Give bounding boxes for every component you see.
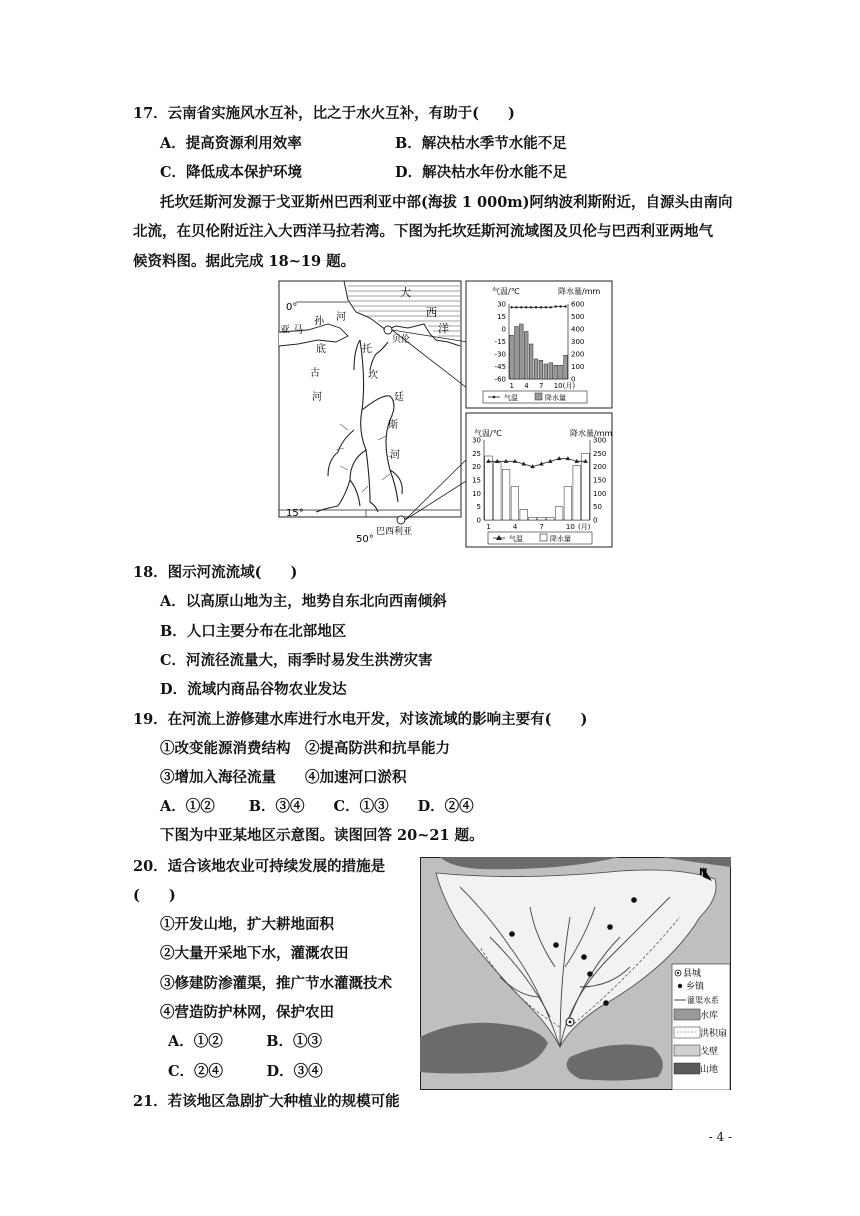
bottom-temp-label: 气温/℃ (474, 429, 502, 438)
top-x-tick: 10(月) (553, 382, 576, 390)
legend-alluvial-fan: 洪积扇 (700, 1029, 728, 1039)
label-yamasun: 亚 马 (280, 325, 304, 336)
top-temp-label: 气温/℃ (492, 287, 520, 296)
q19-choices: A．①② B．③④ C．①③ D．②④ (160, 798, 474, 815)
top-temp-point-3 (520, 306, 522, 308)
bot-precip-tick: 250 (593, 449, 607, 458)
bot-precip-tick: 200 (593, 463, 607, 472)
q17-option-b: B．解决枯水季节水能不足 (395, 135, 567, 152)
bot-precip-tick: 300 (593, 436, 607, 445)
label-xi: 西 (426, 306, 437, 319)
top-precip-bar-8 (544, 364, 548, 379)
top-precip-bar-9 (549, 363, 553, 379)
q20-choices-cd: C．②④ D．③④ (168, 1063, 323, 1080)
tocantins-map-figure (278, 280, 616, 550)
bot-precip-tick: 100 (593, 489, 607, 498)
top-temp-point-7 (540, 306, 542, 308)
top-precip-bar-12 (564, 355, 568, 379)
bottom-legend-temp: 气温 (509, 535, 523, 543)
label-he1: 河 (336, 312, 346, 323)
beilun-marker (384, 326, 392, 334)
top-precip-tick: 0 (571, 375, 576, 384)
passage2: 下图为中亚某地区示意图。读图回答 20~21 题。 (160, 827, 484, 844)
bot-precip-bar-4 (511, 487, 519, 520)
q18-option-d: D．流域内商品谷物农业发达 (160, 681, 347, 698)
top-temp-point-1 (510, 306, 512, 308)
bot-precip-tick: 0 (593, 516, 598, 525)
label-ting: 廷 (394, 392, 404, 403)
passage1-line3: 候资料图。据此完成 18~19 题。 (133, 253, 356, 270)
climate-chart-belem (466, 281, 612, 408)
q19-stem: 19．在河流上游修建水库进行水电开发，对该流域的影响主要有( ) (133, 711, 588, 728)
label-beilun: 贝伦 (392, 335, 411, 345)
top-precip-tick: 500 (571, 313, 585, 321)
label-brasilia: 巴西利亚 (376, 527, 413, 537)
legend-canal: 灌渠水系 (687, 996, 719, 1005)
q18-option-b: B．人口主要分布在北部地区 (160, 623, 347, 640)
climate-chart-brasilia (466, 413, 612, 547)
top-precip-bar-4 (524, 332, 528, 380)
label-yang: 洋 (438, 322, 449, 335)
bottom-legend-precip: 降水量 (550, 535, 571, 543)
top-precip-bar-7 (539, 360, 543, 379)
q20-stem-line2: ( ) (133, 887, 176, 904)
q18-stem: 18．图示河流流域( ) (133, 564, 298, 581)
q17-stem: 17．云南省实施风水互补，比之于水火互补，有助于( ) (133, 105, 515, 122)
bot-precip-bar-6 (529, 517, 537, 520)
q18-option-a: A．以高原山地为主，地势自东北向西南倾斜 (160, 593, 447, 610)
bot-precip-bar-11 (573, 465, 581, 520)
bot-x-tick: 4 (512, 523, 518, 531)
top-legend-temp: 气温 (504, 394, 518, 402)
bot-precip-bar-9 (555, 507, 563, 520)
legend-town: 乡镇 (686, 982, 705, 992)
q19-options-line1: ①改变能源消费结构 ②提高防洪和抗旱能力 (160, 740, 450, 757)
bot-temp-tick: 5 (476, 503, 481, 512)
bot-x-tick: 7 (539, 523, 544, 531)
top-x-tick: 4 (524, 382, 529, 390)
bot-temp-tick: 0 (476, 516, 481, 525)
label-tuo: 托 (362, 344, 372, 355)
bot-precip-bar-7 (538, 517, 546, 520)
top-temp-point-8 (545, 306, 547, 308)
top-temp-tick: 30 (497, 300, 506, 309)
label-gu: 古 (310, 368, 320, 379)
legend-gobi: 戈壁 (700, 1047, 719, 1057)
map2-legend (672, 964, 730, 1090)
passage1-line2: 北流，在贝伦附近注入大西洋马拉若湾。下图为托坎廷斯河流域图及贝伦与巴西利亚两地气 (133, 223, 713, 240)
legend-reservoir: 水库 (700, 1011, 719, 1021)
top-precip-bar-1 (510, 335, 514, 379)
q21-stem: 21．若该地区急剧扩大种植业的规模可能 (133, 1093, 400, 1110)
q19-options-line2: ③增加入海径流量 ④加速河口淤积 (160, 769, 407, 786)
top-temp-tick: 15 (497, 313, 506, 321)
top-precip-tick: 100 (571, 363, 585, 371)
bot-temp-tick: 30 (472, 436, 481, 445)
legend-mountain: 山地 (700, 1065, 719, 1075)
bot-temp-tick: 10 (472, 489, 481, 498)
central-asia-map-figure (420, 857, 731, 1090)
top-temp-point-2 (515, 306, 517, 308)
bot-temp-tick: 20 (472, 463, 481, 472)
q17-option-c: C．降低成本保护环境 (160, 164, 303, 181)
svg-text:N: N (699, 867, 708, 878)
bot-temp-tick: 25 (472, 449, 481, 458)
top-temp-point-6 (535, 306, 537, 308)
bot-precip-bar-2 (493, 463, 501, 520)
top-precip-tick: 200 (571, 350, 585, 359)
top-temp-point-4 (525, 306, 527, 308)
top-temp-point-9 (550, 306, 552, 308)
top-temp-point-5 (530, 306, 532, 308)
q18-option-c: C．河流径流量大，雨季时易发生洪涝灾害 (160, 652, 433, 669)
label-si: 斯 (388, 420, 398, 431)
top-precip-bar-5 (529, 344, 533, 379)
top-precip-bar-10 (554, 365, 558, 379)
passage1-line1: 托坎廷斯河发源于戈亚斯州巴西利亚中部(海拔 1 000m)阿纳波利斯附近，自源头由南向 (160, 194, 733, 211)
q17-option-a: A．提高资源利用效率 (160, 135, 302, 152)
top-temp-tick: -45 (494, 363, 506, 371)
q20-option-1: ①开发山地，扩大耕地面积 (160, 916, 334, 933)
top-temp-tick: -15 (494, 338, 506, 346)
top-precip-tick: 600 (571, 300, 585, 309)
top-precip-label: 降水量/mm (558, 287, 601, 296)
top-precip-bar-6 (534, 359, 538, 379)
top-temp-point-12 (564, 305, 566, 307)
label-he3: 河 (390, 450, 400, 461)
q17-option-d: D．解决枯水年份水能不足 (395, 164, 568, 181)
top-precip-tick: 400 (571, 325, 585, 334)
q20-stem-line1: 20．适合该地农业可持续发展的措施是 (133, 858, 386, 875)
legend-county: 县城 (683, 969, 702, 979)
top-precip-bar-3 (519, 324, 523, 379)
bottom-precip-label: 降水量/mm (570, 429, 613, 438)
label-he2: 河 (312, 392, 322, 403)
q20-option-2: ②大量开采地下水，灌溉农田 (160, 945, 349, 962)
top-legend-precip: 降水量 (545, 394, 566, 402)
bot-x-tick: 10 (565, 523, 575, 531)
q20-choices-ab: A．①② B．①③ (168, 1033, 323, 1050)
page-number: - 4 - (708, 1130, 732, 1144)
bot-temp-tick: 15 (472, 476, 481, 485)
brasilia-marker (397, 516, 405, 524)
bot-precip-bar-12 (582, 453, 590, 520)
bot-precip-bar-5 (520, 509, 528, 520)
bot-precip-tick: 150 (593, 476, 607, 485)
top-precip-tick: 300 (571, 338, 585, 346)
top-temp-tick: -60 (494, 375, 506, 384)
top-x-tick: 1 (509, 382, 514, 390)
lon50-label: 50° (356, 534, 374, 545)
bot-precip-bar-3 (502, 469, 510, 520)
top-temp-tick: 0 (501, 325, 506, 334)
top-x-tick: 7 (538, 382, 544, 390)
top-temp-tick: -30 (494, 350, 506, 359)
label-di: 底 (316, 344, 326, 355)
top-precip-bar-2 (515, 327, 519, 380)
label-sun: 孙 (314, 316, 324, 327)
lat15-label: 15° (286, 508, 304, 519)
top-temp-point-10 (555, 305, 557, 307)
bot-precip-bar-10 (564, 487, 572, 520)
bot-precip-bar-8 (546, 517, 554, 520)
label-kan: 坎 (368, 370, 378, 381)
bot-precip-bar-1 (485, 456, 493, 520)
q20-option-4: ④营造防护林网，保护农田 (160, 1004, 334, 1021)
q20-option-3: ③修建防渗灌渠，推广节水灌溉技术 (160, 975, 392, 992)
bot-precip-tick: 50 (593, 503, 602, 512)
top-temp-point-11 (559, 305, 561, 307)
bot-x-tick: 1 (486, 523, 491, 531)
bot-x-tick: (月) (578, 523, 591, 531)
label-da: 大 (400, 286, 411, 299)
top-precip-bar-11 (559, 365, 563, 379)
lat0-label: 0° (286, 302, 298, 313)
